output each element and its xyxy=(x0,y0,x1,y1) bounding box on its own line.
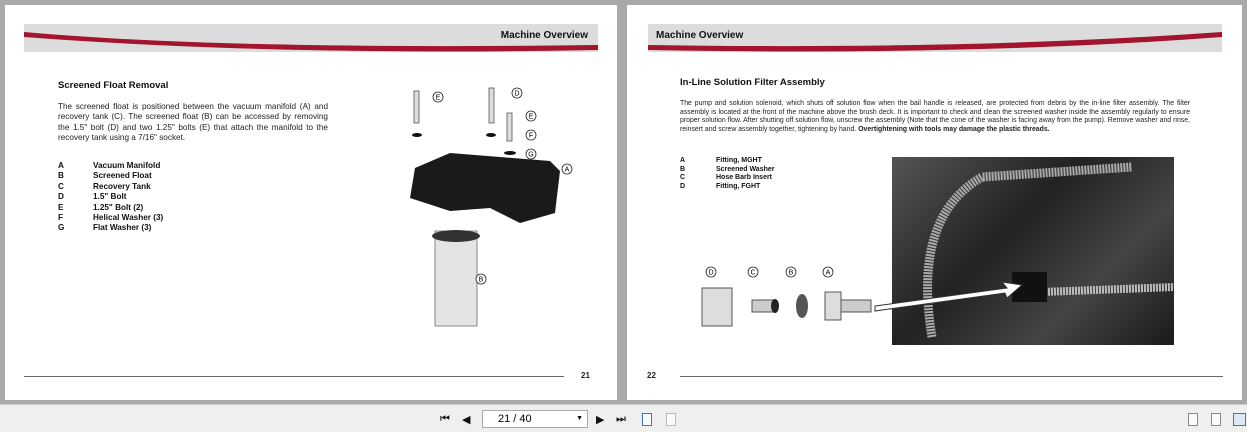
legend-label: Vacuum Manifold xyxy=(93,161,161,170)
page-number: 22 xyxy=(647,371,656,380)
legend-label: 1.5" Bolt xyxy=(93,192,127,202)
legend-item xyxy=(58,171,163,181)
callout-label: A xyxy=(825,269,831,277)
body-paragraph xyxy=(680,100,1190,134)
callout-label: G xyxy=(528,151,534,159)
legend-item xyxy=(58,203,163,213)
paragraph-text: The pump and solution solenoid, which shuts off solution flow when the bail handle is released, are protected from debris by the in-line filter assembly. The filter assembly is located at the front of the machine above the brush deck. It is important to check and clean the screened washer inside the assembly regularly to ensure proper solution flow. After shutting off solution flow, unscrew the assembly (Note that the cone of the washer is facing away from the pump). Remove washer and rinse, reinsert and screw assembly together, tightening by hand. xyxy=(680,100,1190,133)
legend-item xyxy=(58,213,163,223)
legend-key: D xyxy=(680,182,686,190)
legend-key: B xyxy=(680,165,686,173)
legend-label: Screened Float xyxy=(93,171,152,181)
legend-key: C xyxy=(58,181,64,191)
page-header-band xyxy=(648,24,1222,52)
last-page-button[interactable]: ⏭ xyxy=(616,413,626,425)
legend-label: Fitting, FGHT xyxy=(716,182,761,190)
legend-label: Helical Washer (3) xyxy=(93,213,164,223)
header-title: Machine Overview xyxy=(500,30,588,41)
legend-item xyxy=(58,192,163,202)
left-page xyxy=(5,5,617,400)
callout-label: D xyxy=(708,269,714,277)
body-paragraph: The screened float is positioned between the vacuum manifold (A) and recovery tank (C). The screened float (B) can be accessed by removing the 1.5" bolt (D) and two 1.25" bolts (E) that attach the manifold to the recovery tank using a 7/16" socket. xyxy=(58,102,328,143)
legend-item xyxy=(680,166,775,175)
callout-label: C xyxy=(750,269,756,277)
callout-label: F xyxy=(528,132,534,140)
page-header-band xyxy=(24,24,598,52)
section-title: Screened Float Removal xyxy=(58,80,169,91)
callout-label: B xyxy=(788,269,794,277)
legend-label: Recovery Tank xyxy=(93,181,151,191)
prev-page-button[interactable]: ◀ xyxy=(462,414,471,426)
section-title: In-Line Solution Filter Assembly xyxy=(680,77,825,88)
callout-label: E xyxy=(528,113,534,121)
legend-label: Fitting, MGHT xyxy=(716,157,762,164)
callout-label: E xyxy=(435,94,441,102)
legend-item xyxy=(58,182,163,192)
legend-key: B xyxy=(58,171,64,181)
filter-exploded-diagram xyxy=(697,260,1027,335)
legend-item xyxy=(58,223,163,233)
legend-label: Flat Washer (3) xyxy=(93,223,152,233)
footer-rule xyxy=(24,376,564,377)
warning-text: Overtightening with tools may damage the plastic threads. xyxy=(858,125,1050,133)
fit-page-icon[interactable] xyxy=(642,413,652,426)
header-title: Machine Overview xyxy=(656,30,744,41)
next-page-button[interactable]: ▶ xyxy=(596,414,605,426)
page-number: 21 xyxy=(581,371,590,380)
legend-key: E xyxy=(58,202,64,212)
legend-item xyxy=(680,157,775,166)
legend-key: G xyxy=(58,223,65,233)
right-page xyxy=(627,5,1242,400)
legend-label: Hose Barb Insert xyxy=(716,174,773,182)
legend-label: Screened Washer xyxy=(716,165,775,173)
callout-label: A xyxy=(564,166,570,174)
first-page-button[interactable]: ⏮ xyxy=(440,413,450,425)
callout-label: D xyxy=(514,90,520,98)
chevron-down-icon: ▼ xyxy=(576,415,583,422)
legend-item xyxy=(680,174,775,183)
footer-rule xyxy=(680,376,1223,377)
single-page-view-icon[interactable] xyxy=(1188,413,1198,426)
parts-legend xyxy=(680,157,775,191)
legend-key: A xyxy=(58,161,64,170)
parts-legend xyxy=(58,161,163,234)
page-selector[interactable] xyxy=(482,410,588,428)
legend-key: D xyxy=(58,192,64,202)
legend-label: 1.25" Bolt (2) xyxy=(93,202,144,212)
viewer-toolbar xyxy=(0,404,1247,432)
legend-item xyxy=(680,183,775,192)
legend-item xyxy=(58,161,163,171)
callout-label: B xyxy=(478,276,484,284)
two-page-view-icon[interactable] xyxy=(1233,413,1246,426)
fit-width-icon[interactable] xyxy=(666,413,676,426)
page-indicator: 21 / 40 xyxy=(498,413,532,425)
legend-key: F xyxy=(58,213,64,223)
continuous-view-icon[interactable] xyxy=(1211,413,1221,426)
legend-key: C xyxy=(680,174,686,182)
legend-key: A xyxy=(680,157,686,164)
manifold-illustration xyxy=(390,83,590,333)
